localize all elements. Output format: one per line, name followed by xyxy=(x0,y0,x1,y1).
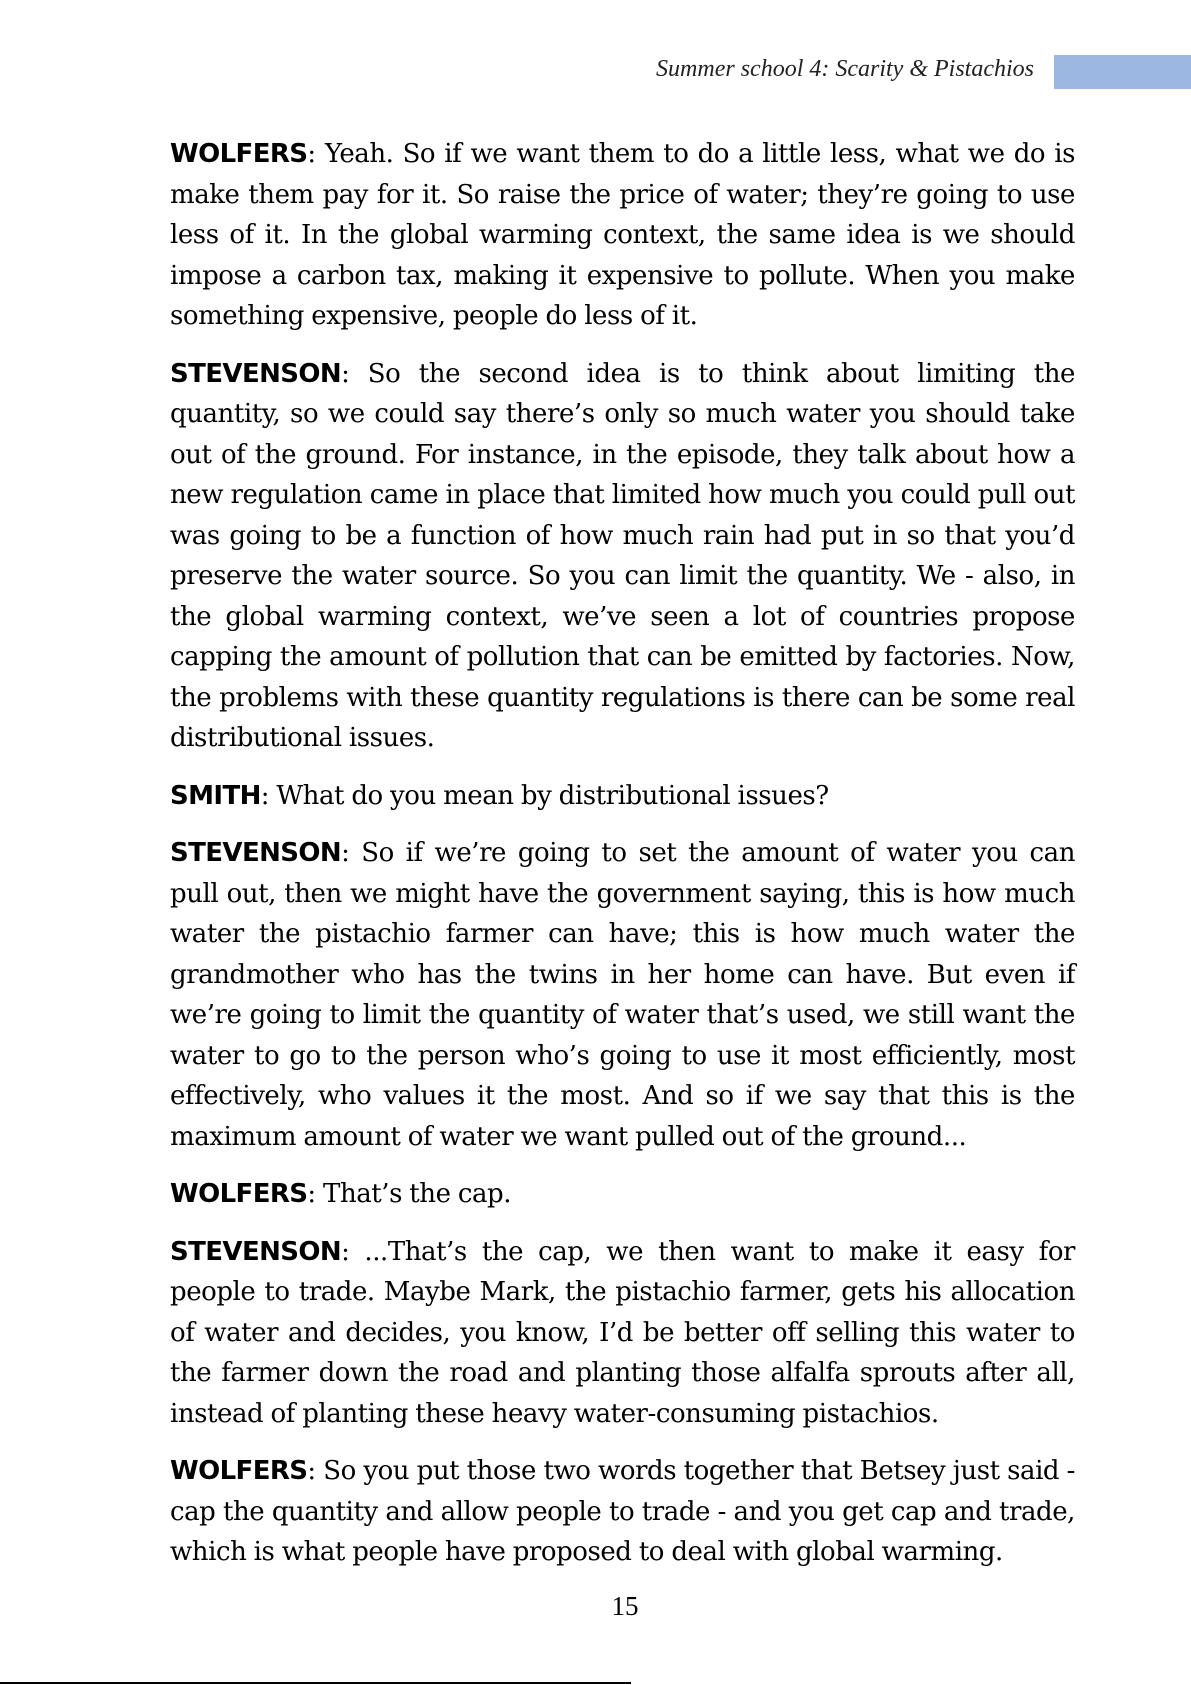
speaker-name: STEVENSON xyxy=(170,1236,342,1267)
footer-divider xyxy=(0,1682,631,1684)
speaker-name: STEVENSON xyxy=(170,358,342,389)
transcript-paragraph xyxy=(170,1232,1075,1435)
page-number: 15 xyxy=(611,1591,639,1621)
paragraph-text: : So the second idea is to think about limiting the quantity, so we could say there’s only so much water you should take out of the ground. For instance, in the episode, they talk about how a new regulation came in place that limited how much you could pull out was going to be a function of how much rain had put in so that you’d preserve the water source. So you can limit the quantity. We - also, in the global warming context, we’ve seen a lot of countries propose capping the amount of pollution that can be emitted by factories. Now, the problems with these quantity regulations is there can be some real distributional issues. xyxy=(170,358,1075,753)
paragraph-text: : Yeah. So if we want them to do a little less, what we do is make them pay for it. So raise the price of water; they’re going to use less of it. In the global warming context, the same idea is we should impose a carbon tax, making it expensive to pollute. When you make something expensive, people do less of it. xyxy=(170,139,1075,331)
speaker-name: WOLFERS xyxy=(170,1179,308,1209)
transcript-paragraph xyxy=(170,134,1075,337)
transcript-paragraph xyxy=(170,833,1075,1157)
speaker-name: STEVENSON xyxy=(170,838,342,868)
speaker-name: SMITH xyxy=(170,780,261,811)
transcript-paragraph xyxy=(170,1174,1075,1215)
speaker-name: WOLFERS xyxy=(170,1456,308,1486)
paragraph-text: : So if we’re going to set the amount of water you can pull out, then we might have the government saying, this is how much water the pistachio farmer can have; this is how much water the grandmother who has the twins in her home can have. But even if we’re going to limit the quantity of water that’s used, we still want the water to go to the person who’s going to use it most efficiently, most effectively, who values it the most. And so if we say that this is the maximum amount of water we want pulled out of the ground... xyxy=(170,838,1075,1152)
paragraph-text: : What do you mean by distributional issues? xyxy=(260,780,829,811)
running-header-title: Summer school 4: Scarity & Pistachios xyxy=(656,56,1034,82)
transcript-paragraph xyxy=(170,1451,1075,1573)
transcript-paragraph xyxy=(170,776,1075,817)
paragraph-text: : That’s the cap. xyxy=(307,1179,512,1209)
speaker-name: WOLFERS xyxy=(170,139,308,169)
header-accent-bar xyxy=(1054,55,1191,89)
paragraph-text: : ...That’s the cap, we then want to make it easy for people to trade. Maybe Mark, the pistachio farmer, gets his allocation of water and decides, you know, I’d be better off selling this water to the farmer down the road and planting those alfalfa sprouts after all, instead of planting these heavy water-consuming pistachios. xyxy=(170,1236,1075,1429)
paragraph-text: : So you put those two words together that Betsey just said - cap the quantity and allow people to trade - and you get cap and trade, which is what people have proposed to deal with global warming. xyxy=(170,1456,1075,1567)
transcript-paragraph xyxy=(170,354,1075,759)
transcript-body xyxy=(170,134,1075,1590)
